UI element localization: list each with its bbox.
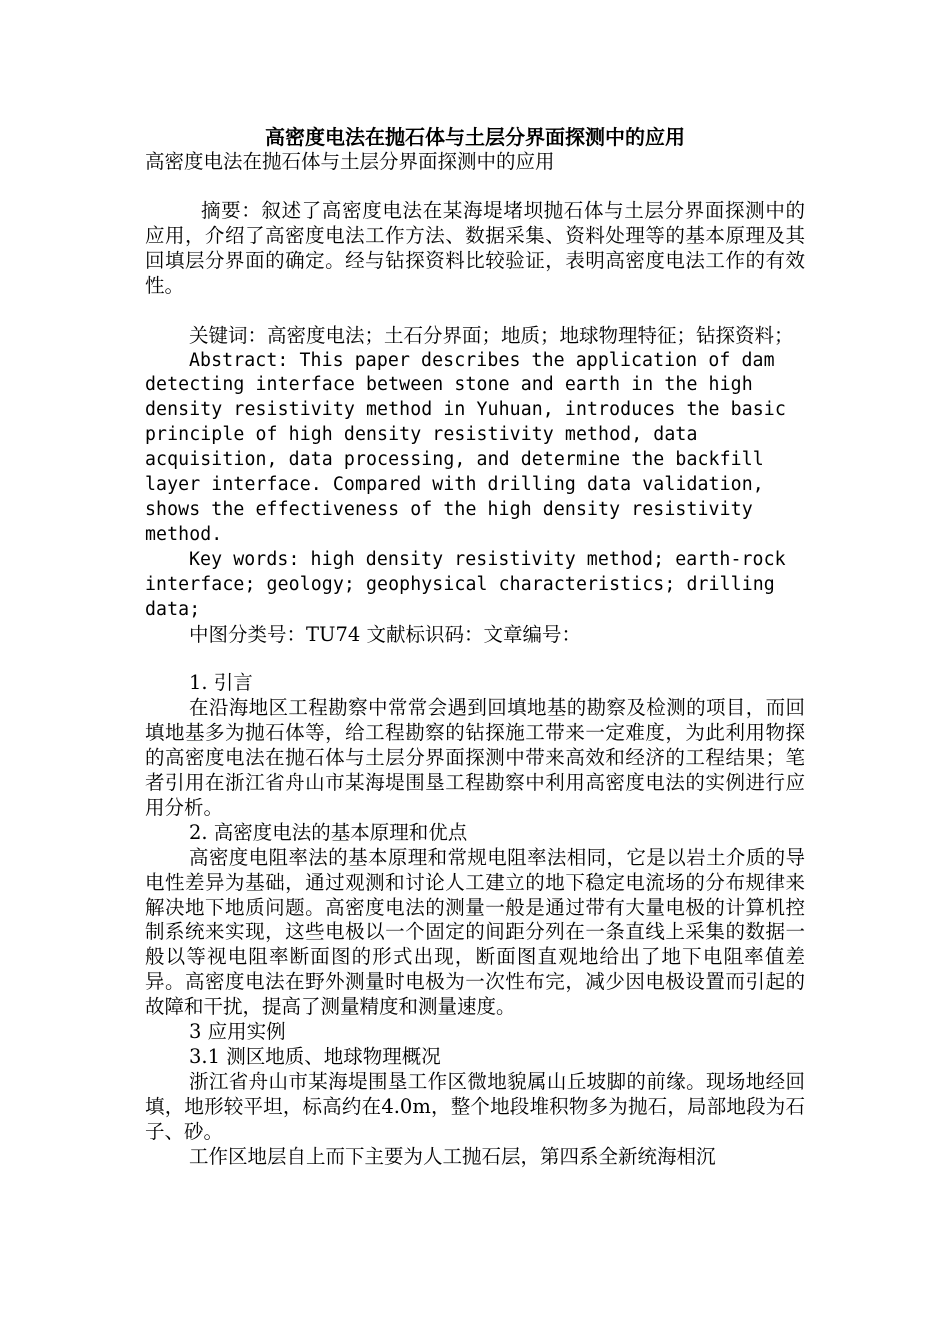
keywords-en: Key words: high density resistivity method; earth-rock interface; geology; geophysical characteristics; drilling data; <box>145 548 786 620</box>
section-2-heading: 2. 高密度电法的基本原理和优点 <box>189 820 468 844</box>
keywords-cn: 关键词：高密度电法；土石分界面；地质；地球物理特征；钻探资料； <box>189 323 794 347</box>
section-2-body: 高密度电阻率法的基本原理和常规电阻率法相同，它是以岩土介质的导电性差异为基础，通过观测和讨论人工建立的地下稳定电流场的分布规律来解决地下地质问题。高密度电法的测量一般是通过带有大量电极的计算机控制系统来实现，这些电极以一个固定的间距分列在一条直线上采集的数据一般以等视电阻率断面图的形式出现，断面图直观地给出了地下电阻率值差异。高密度电法在野外测量时电极为一次性布完，减少因电极设置而引起的故障和干扰，提高了测量精度和测量速度。 <box>145 845 805 1019</box>
section-1-heading: 1. 引言 <box>189 671 253 695</box>
section-3-heading: 3 应用实例 <box>189 1020 286 1044</box>
section-3-1-body: 浙江省舟山市某海堤围垦工作区微地貌属山丘坡脚的前缘。现场地经回填，地形较平坦，标高约在4.0m，整个地段堆积物多为抛石，局部地段为石子、砂。 <box>145 1069 805 1143</box>
classification-line: 中图分类号：TU74 文献标识码：文章编号： <box>189 622 581 646</box>
document-subtitle: 高密度电法在抛石体与土层分界面探测中的应用 <box>145 150 555 173</box>
spacer <box>145 647 805 671</box>
abstract-en: Abstract: This paper describes the application of dam detecting interface between stone and earth in the high density resistivity method in Yuhuan, introduces the basic principle of high density resistivity method, data acquisition, data processing, and determine the backfill layer interface. Compared with drilling data validation, shows the effectiveness of the high density resistivity method. <box>145 349 786 545</box>
abstract-cn: 摘要：叙述了高密度电法在某海堤堵坝抛石体与土层分界面探测中的应用，介绍了高密度电法工作方法、数据采集、资料处理等的基本原理及其回填层分界面的确定。经与钻探资料比较验证，表明高密度电法工作的有效性。 <box>145 199 805 297</box>
document-page <box>145 124 805 1170</box>
spacer <box>145 174 805 199</box>
section-3-1-heading: 3.1 测区地质、地球物理概况 <box>189 1045 441 1068</box>
section-3-1-body-continued: 工作区地层自上而下主要为人工抛石层，第四系全新统海相沉 <box>189 1144 716 1168</box>
spacer <box>145 299 805 324</box>
section-1-body: 在沿海地区工程勘察中常常会遇到回填地基的勘察及检测的项目，而回填地基多为抛石体等，给工程勘察的钻探施工带来一定难度，为此利用物探的高密度电法在抛石体与土层分界面探测中带来高效和经济的工程结果；笔者引用在浙江省舟山市某海堤围垦工程勘察中利用高密度电法的实例进行应用分析。 <box>145 696 805 819</box>
document-title: 高密度电法在抛石体与土层分界面探测中的应用 <box>265 125 685 149</box>
